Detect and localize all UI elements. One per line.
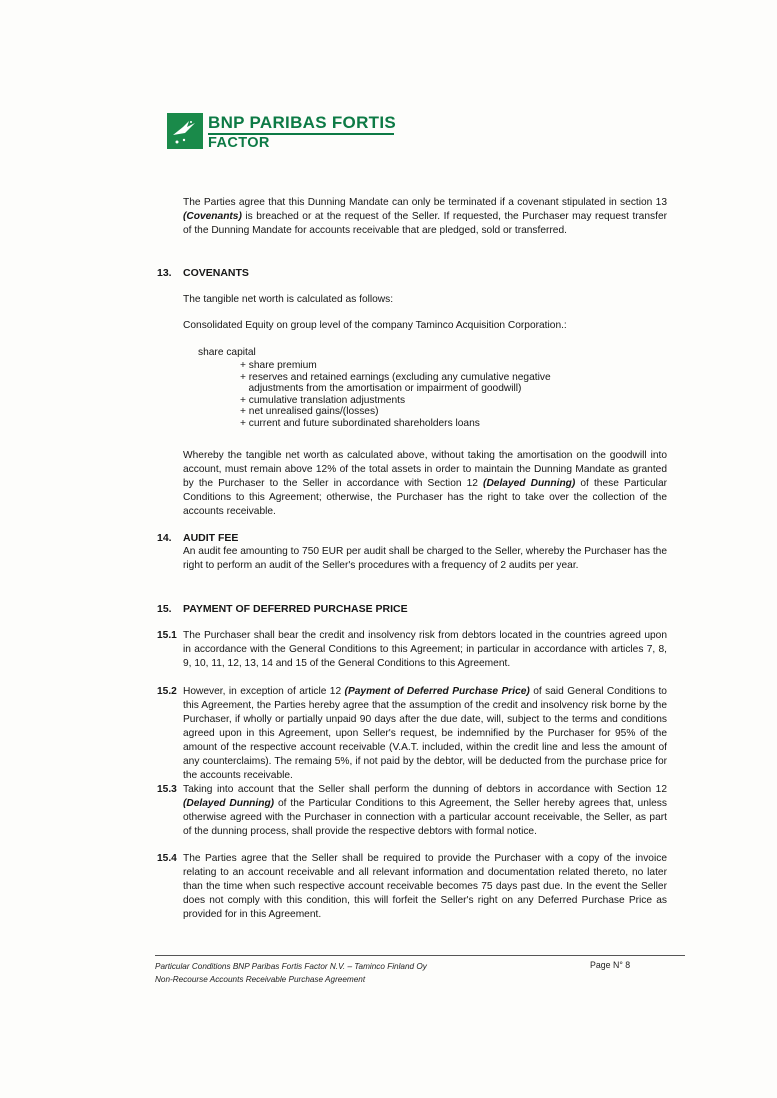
footer-line-1: Particular Conditions BNP Paribas Fortis Factor N.V. – Taminco Finland Oy — [155, 962, 427, 971]
logo-subtitle: FACTOR — [208, 135, 270, 151]
section-15-number: 15. — [157, 603, 172, 615]
delayed-dunning-ref: (Delayed Dunning) — [483, 478, 576, 489]
clause-15-3-text — [183, 783, 667, 839]
list-item: + net unrealised gains/(losses) — [240, 406, 379, 418]
section-13-p3 — [183, 449, 667, 519]
list-item: + reserves and retained earnings (excluding any cumulative negative — [240, 371, 551, 383]
section-14-number: 14. — [157, 532, 172, 544]
intro-paragraph — [183, 196, 667, 238]
intro-text-b: is breached or at the request of the Seller. If requested, the Purchaser may request transfer of the Dunning Mandate for accounts receivable that are pledged, sold or transferred. — [183, 211, 667, 236]
section-13-p1: The tangible net worth is calculated as follows: — [183, 294, 394, 305]
clause-15-1-text: The Purchaser shall bear the credit and insolvency risk from debtors located in the countries agreed upon in accordance with the General Conditions to this Agreement; in particular in accordance with articles 7, 8, 9, 10, 11, 12, 13, 14 and 15 of the General Conditions to this Agreement. — [183, 630, 667, 669]
share-capital-label: share capital — [198, 347, 256, 358]
clause-15-2-number: 15.2 — [157, 686, 177, 697]
section-13-number: 13. — [157, 267, 172, 279]
list-item: + cumulative translation adjustments — [240, 394, 406, 406]
clause-15-2-text — [183, 685, 667, 783]
list-item: + current and future subordinated shareholders loans — [240, 417, 480, 429]
c2-text-b: of said General Conditions to this Agreement, the Parties hereby agree that the assumption of the credit and insolvency risk borne by the Purchaser, if wholly or partially unpaid 90 days after the due date, will, subject to the terms and conditions agreed upon in this Agreement, upon Seller's request, be indemnified by the Purchaser for 95% of the amount of the respective account receivable (V.A.T. included, within the credit line and less the amount of any counterclaims). The remaing 5%, if not paid by the debtor, will be deducted from the purchase price for the accounts receivable. — [183, 686, 667, 781]
c3-text-b: of the Particular Conditions to this Agreement, the Seller hereby agrees that, unless otherwise agreed with the Purchaser in connection with a particular account receivable, the Seller, as part of the dunning process, shall provide the respective debtors with formal notice. — [183, 798, 667, 837]
footer-line-2: Non-Recourse Accounts Receivable Purchase Agreement — [155, 975, 366, 984]
section-14-text: An audit fee amounting to 750 EUR per audit shall be charged to the Seller, whereby the Purchaser has the right to perform an audit of the Seller's procedures with a frequency of 2 audits per year. — [183, 546, 667, 571]
clause-15-3-number: 15.3 — [157, 784, 177, 795]
p3-text-a: Whereby the tangible net worth as calculated above, without taking the amortisation on the goodwill into account, must remain above 12% of the total assets in order to maintain the Dunning Mandate as granted by the Purchaser to the Seller in accordance with Section 12 — [183, 450, 667, 489]
clause-15-4-number: 15.4 — [157, 853, 177, 864]
footer-divider — [155, 955, 685, 956]
delayed-dunning-ref-2: (Delayed Dunning) — [183, 798, 275, 809]
list-item: + share premium — [240, 360, 317, 371]
logo-brand-name: BNP PARIBAS FORTIS — [208, 113, 397, 132]
bnp-paribas-fortis-factor-logo — [167, 113, 397, 153]
stars-bird-logo-icon — [167, 113, 203, 149]
intro-covenants-ref: (Covenants) — [183, 211, 242, 222]
footer-text — [155, 960, 575, 986]
section-15-title: PAYMENT OF DEFERRED PURCHASE PRICE — [183, 603, 408, 615]
list-item: adjustments from the amortisation or impairment of goodwill) — [240, 383, 522, 395]
clause-15-4-text: The Parties agree that the Seller shall be required to provide the Purchaser with a copy of the invoice relating to an account receivable and all relevant information and documentation related thereto, no later than the time when such respective account receivable becomes 75 days past due. In the event the Seller does not comply with this condition, this will forfeit the Seller's right on any Deferred Purchase Price as provided for in this Agreement. — [183, 853, 667, 920]
equity-components-list — [240, 360, 560, 430]
section-14-title: AUDIT FEE — [183, 532, 239, 544]
section-13-title: COVENANTS — [183, 267, 249, 279]
p3-text-b: of these Particular Conditions to this Agreement; otherwise, the Purchaser has the right to take over the collection of the accounts receivable. — [183, 478, 668, 517]
section-13-p2: Consolidated Equity on group level of the company Taminco Acquisition Corporation.: — [183, 320, 567, 331]
c2-text-a: However, in exception of article 12 — [183, 686, 345, 697]
payment-deferred-ref: (Payment of Deferred Purchase Price) — [344, 686, 530, 697]
c3-text-a: Taking into account that the Seller shall perform the dunning of debtors in accordance with Section 12 — [183, 784, 667, 795]
intro-text-a: The Parties agree that this Dunning Mandate can only be terminated if a covenant stipulated in section 13 — [183, 197, 667, 208]
clause-15-1-number: 15.1 — [157, 630, 177, 641]
page-number: Page N° 8 — [590, 960, 631, 970]
